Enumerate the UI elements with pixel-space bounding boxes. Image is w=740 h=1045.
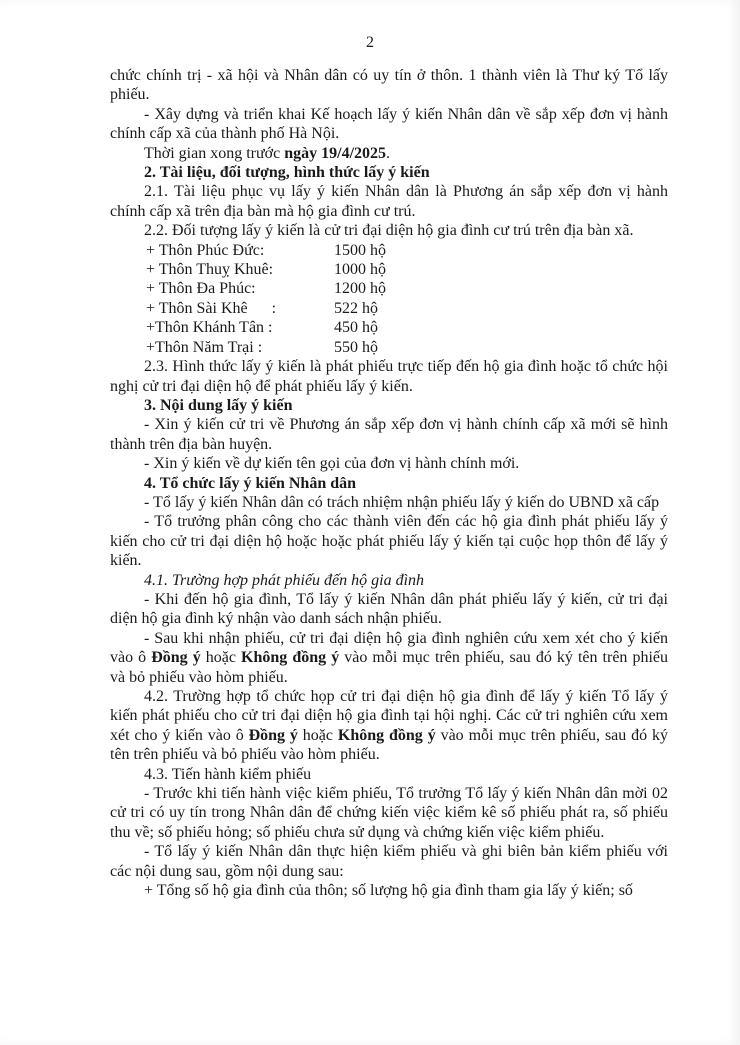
paragraph-2-3: 2.3. Hình thức lấy ý kiến là phát phiếu trực tiếp đến hộ gia đình hoặc tổ chức hội nghị cử tri đại diện hộ để phát phiếu lấy ý kiến. (110, 358, 668, 395)
village-row: + Thôn Đa Phúc: 1200 hộ (146, 280, 386, 298)
village-row: +Thôn Năm Trại : 550 hộ (146, 338, 378, 356)
paragraph-2-1: 2.1. Tài liệu phục vụ lấy ý kiến Nhân dân là Phương án sắp xếp đơn vị hành chính cấp xã trên địa bàn mà hộ gia đình cư trú. (110, 183, 668, 220)
village-row: + Thôn Thuỵ Khuê: 1000 hộ (146, 261, 386, 279)
paragraph-4-bullet-2: - Tổ trưởng phân công cho các thành viên đến các hộ gia đình phát phiếu lấy ý kiến cho cử tri đại diện hộ hoặc hoặc phát phiếu lấy ý kiến tại cuộc họp thôn để lấy ý kiến. (110, 513, 668, 570)
paragraph-4-1-bullet-2: - Sau khi nhận phiếu, cử tri đại diện hộ gia đình nghiên cứu xem xét cho ý kiến vào ô Đồng ý hoặc Không đồng ý vào mỗi mục trên phiếu, sau đó ký tên trên phiếu và bỏ phiếu vào hòm phiếu. (110, 629, 669, 686)
village-row: + Thôn Phúc Đức: 1500 hộ (146, 241, 386, 259)
paragraph-4-3-bullet-3: + Tổng số hộ gia đình của thôn; số lượng hộ gia đình tham gia lấy ý kiến; số (144, 882, 633, 900)
paragraph-deadline: Thời gian xong trước ngày 19/4/2025. (144, 144, 391, 162)
paragraph-3-bullet-1: - Xin ý kiến cử tri về Phương án sắp xếp đơn vị hành chính cấp xã mới sẽ hình thành trên địa bàn huyện. (110, 416, 668, 453)
paragraph-2-2: 2.2. Đối tượng lấy ý kiến là cử tri đại diện hộ gia đình cư trú trên địa bàn xã. (144, 222, 634, 240)
paragraph-3-bullet-2: - Xin ý kiến về dự kiến tên gọi của đơn vị hành chính mới. (144, 455, 520, 473)
section-3-heading: 3. Nội dung lấy ý kiến (144, 396, 293, 414)
paragraph-4-3-bullet-1: - Trước khi tiến hành việc kiểm phiếu, Tổ trưởng Tổ lấy ý kiến Nhân dân mời 02 cử tri có uy tín trong Nhân dân để chứng kiến việc kiểm kê số phiếu phát ra, số phiếu thu về; số phiếu hỏng; số phiếu chưa sử dụng và chứng kiến việc kiểm phiếu. (110, 785, 668, 841)
document-body (110, 66, 668, 900)
section-4-heading: 4. Tổ chức lấy ý kiến Nhân dân (144, 474, 357, 492)
deadline-date: ngày 19/4/2025 (284, 144, 387, 162)
paragraph-plan: - Xây dựng và triển khai Kế hoạch lấy ý kiến Nhân dân về sắp xếp đơn vị hành chính cấp xã của thành phố Hà Nội. (110, 105, 668, 143)
paragraph-continued: chức chính trị - xã hội và Nhân dân có uy tín ở thôn. 1 thành viên là Thư ký Tổ lấy phiếu. (110, 67, 668, 104)
section-2-heading: 2. Tài liệu, đối tượng, hình thức lấy ý kiến (144, 164, 430, 182)
subsection-4-3-heading: 4.3. Tiến hành kiểm phiếu (144, 765, 312, 783)
village-row: +Thôn Khánh Tân : 450 hộ (146, 319, 378, 337)
paragraph-4-3-bullet-2: - Tổ lấy ý kiến Nhân dân thực hiện kiểm phiếu và ghi biên bản kiểm phiếu với các nội dung sau, gồm nội dung sau: (110, 843, 668, 880)
paragraph-4-bullet-1: - Tổ lấy ý kiến Nhân dân có trách nhiệm nhận phiếu lấy ý kiến do UBND xã cấp (144, 493, 660, 511)
paragraph-4-1-bullet-1: - Khi đến hộ gia đình, Tổ lấy ý kiến Nhân dân phát phiếu lấy ý kiến, cử tri đại diện hộ gia đình ký nhận vào danh sách nhận phiếu. (110, 590, 668, 628)
subsection-4-1-heading: 4.1. Trường hợp phát phiếu đến hộ gia đình (144, 571, 425, 589)
village-household-list (146, 241, 454, 357)
village-row: + Thôn Sài Khê : 522 hộ (146, 299, 378, 317)
page-number: 2 (366, 34, 374, 51)
paragraph-4-2: 4.2. Trường hợp tổ chức họp cử tri đại diện hộ gia đình để lấy ý kiến Tổ lấy ý kiến phát phiếu cho cử tri đại diện hộ gia đình tại hội nghị. Các cử tri nghiên cứu xem xét cho ý kiến vào ô Đồng ý hoặc Không đồng ý vào mỗi mục trên phiếu, sau đó ký tên trên phiếu và bỏ phiếu vào hòm phiếu. (110, 688, 669, 764)
